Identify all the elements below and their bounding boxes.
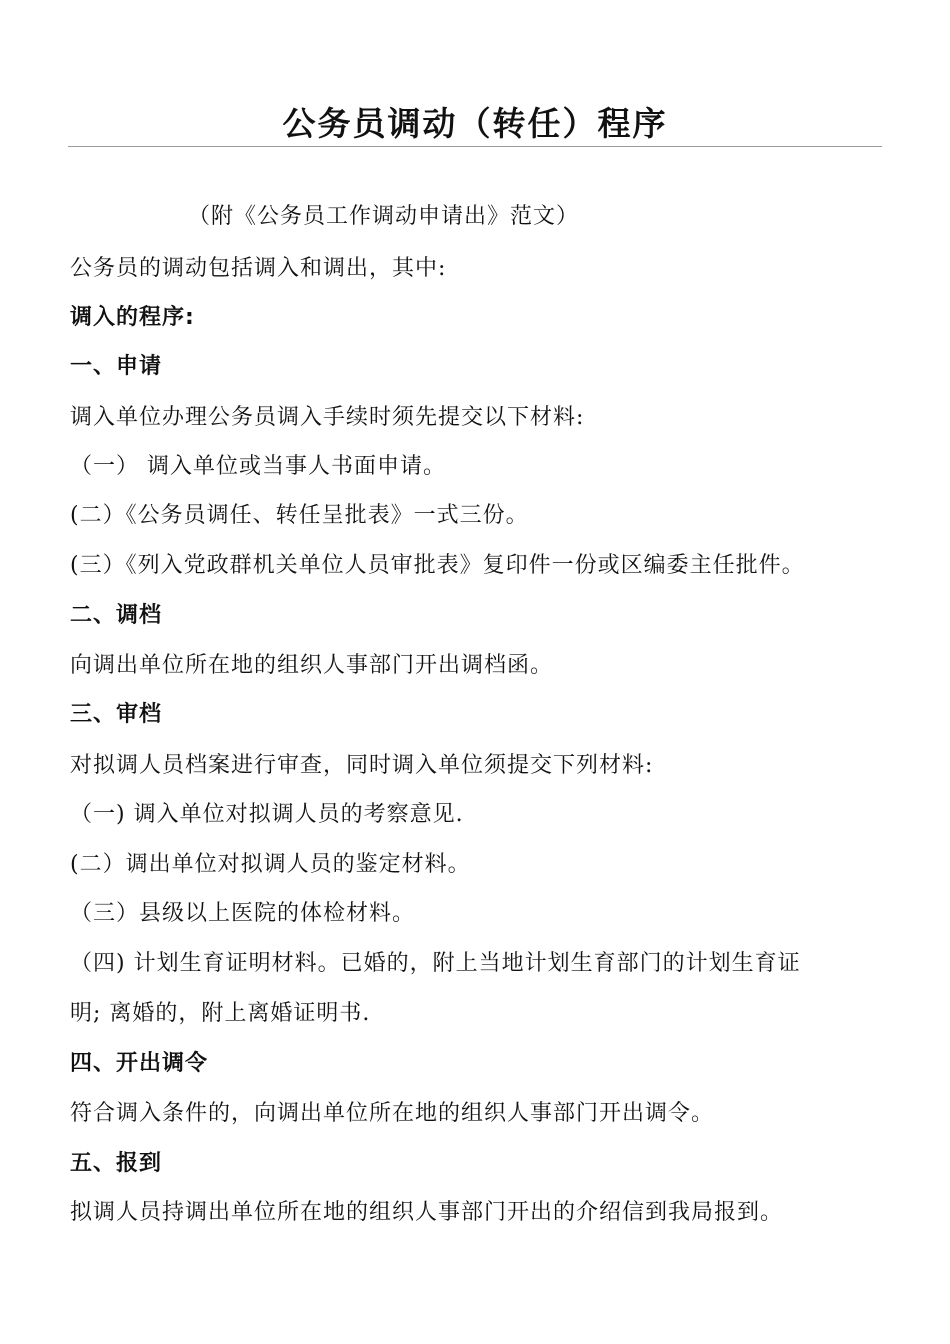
list-item: （四) 计划生育证明材料。已婚的，附上当地计划生育部门的计划生育证 xyxy=(70,951,801,976)
document-title: 公务员调动（转任）程序 xyxy=(282,104,668,143)
list-item: (二）调出单位对拟调人员的鉴定材料。 xyxy=(70,852,471,877)
step-2-heading: 二、调档 xyxy=(70,603,163,628)
section-title: 调入的程序: xyxy=(70,305,195,330)
step-1-heading: 一、申请 xyxy=(70,354,163,379)
list-item: (二）《公务员调任、转任呈批表》一式三份。 xyxy=(70,503,529,528)
list-item: （一) 调入单位对拟调人员的考察意见. xyxy=(70,802,464,827)
step-5-heading: 五、报到 xyxy=(70,1151,163,1176)
step-3-heading: 三、审档 xyxy=(70,702,163,727)
subtitle: （附《公务员工作调动申请出》范文） xyxy=(188,204,580,229)
list-item: （一） 调入单位或当事人书面申请。 xyxy=(70,454,446,479)
step-1-lead: 调入单位办理公务员调入手续时须先提交以下材料: xyxy=(70,405,585,430)
list-item: (三）《列入党政群机关单位人员审批表》复印件一份或区编委主任批件。 xyxy=(70,553,805,578)
step-4-heading: 四、开出调令 xyxy=(70,1051,209,1076)
list-item-continuation: 明; 离婚的，附上离婚证明书. xyxy=(70,1001,371,1026)
step-2-text: 向调出单位所在地的组织人事部门开出调档函。 xyxy=(70,653,554,678)
intro-text: 公务员的调动包括调入和调出，其中: xyxy=(70,256,447,281)
list-item: （三）县级以上医院的体检材料。 xyxy=(70,901,416,926)
title-divider xyxy=(68,146,882,147)
step-5-text: 拟调人员持调出单位所在地的组织人事部门开出的介绍信到我局报到。 xyxy=(70,1200,784,1225)
step-4-text: 符合调入条件的，向调出单位所在地的组织人事部门开出调令。 xyxy=(70,1101,715,1126)
step-3-lead: 对拟调人员档案进行审查，同时调入单位须提交下列材料: xyxy=(70,753,654,778)
